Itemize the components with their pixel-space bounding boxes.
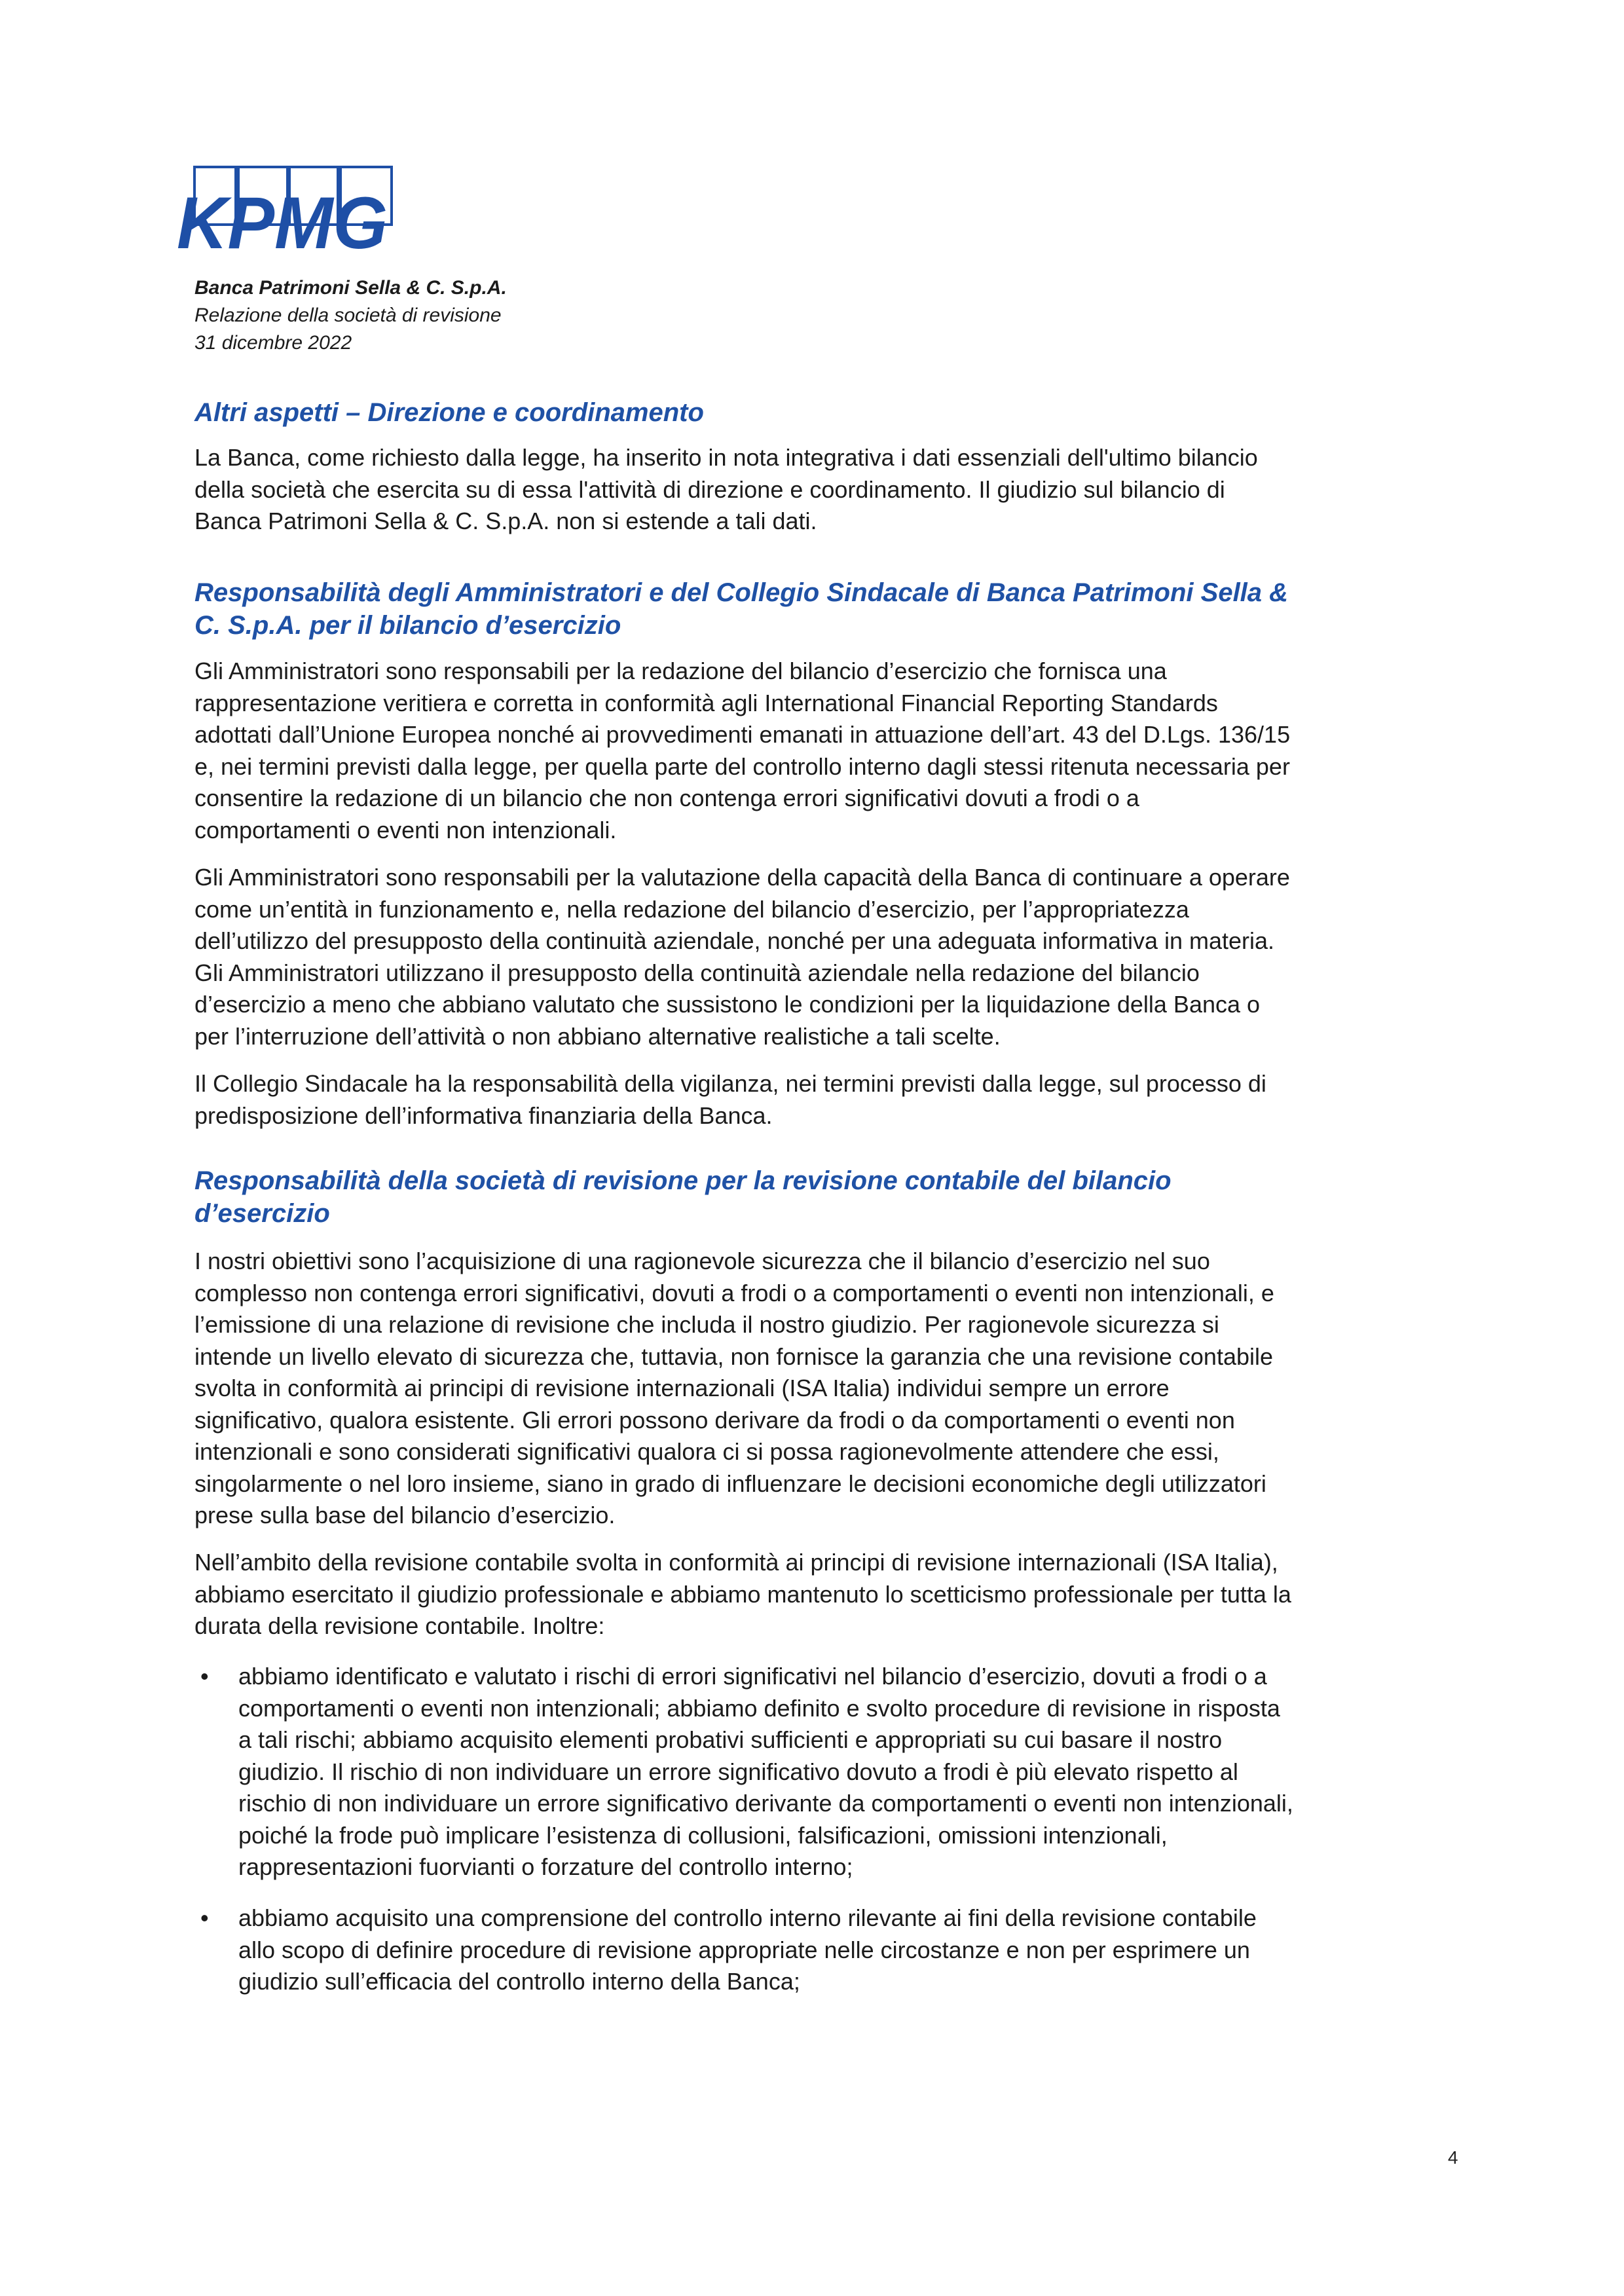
text-line: rischio di non individuare un errore significativo derivante da comportamenti o eventi non intenzionali, — [238, 1790, 1293, 1817]
bullet-marker — [200, 1661, 209, 1693]
paragraph — [194, 862, 1478, 1052]
paragraph — [194, 1547, 1478, 1642]
text-line: dell’utilizzo del presupposto della continuità aziendale, nonché per una adeguata informativa in materia. — [194, 927, 1275, 954]
section-heading — [194, 1164, 1478, 1230]
text-line: della società che esercita su di essa l'attività di direzione e coordinamento. Il giudizio sul bilancio di — [194, 475, 1225, 503]
heading-line: Altri aspetti – Direzione e coordinamento — [194, 398, 704, 427]
text-line: Il Collegio Sindacale ha la responsabilità della vigilanza, nei termini previsti dalla legge, sul processo di — [194, 1070, 1266, 1097]
text-line: adottati dall’Unione Europea nonché ai provvedimenti emanati in attuazione dell’art. 43 del D.Lgs. 136/15 — [194, 721, 1291, 748]
text-line: per l’interruzione dell’attività o non abbiano alternative realistiche a tali scelte. — [194, 1022, 1001, 1050]
heading-line: d’esercizio — [194, 1199, 330, 1228]
text-line: singolarmente o nel loro insieme, siano in grado di influenzare le decisioni economiche degli utilizzatori — [194, 1470, 1266, 1497]
text-line: rappresentazione veritiera e corretta in conformità agli International Financial Reporting Standards — [194, 689, 1218, 716]
text-line: d’esercizio a meno che abbiano valutato che sussistono le condizioni per la liquidazione della Banca o — [194, 991, 1261, 1018]
text-line: complesso non contenga errori significativi, dovuti a frodi o a comportamenti o eventi non intenzionali, e — [194, 1279, 1274, 1306]
text-line: l’emissione di una relazione di revisione che includa il nostro giudizio. Per ragionevole sicurezza si — [194, 1311, 1219, 1338]
report-header — [194, 274, 507, 357]
text-line: abbiamo esercitato il giudizio professionale e abbiamo mantenuto lo scetticismo professionale per tutta la — [194, 1580, 1291, 1608]
text-line: Nell’ambito della revisione contabile svolta in conformità ai principi di revisione internazionali (ISA Italia), — [194, 1549, 1278, 1576]
paragraph — [194, 1068, 1478, 1132]
text-line: Gli Amministratori sono responsabili per la redazione del bilancio d’esercizio che fornisca una — [194, 657, 1167, 684]
entity-name: Banca Patrimoni Sella & C. S.p.A. — [194, 277, 507, 299]
text-line: come un’entità in funzionamento e, nella redazione del bilancio d’esercizio, per l’appropriatezza — [194, 895, 1189, 923]
text-line: predisposizione dell’informativa finanziaria della Banca. — [194, 1102, 773, 1129]
heading-line: Responsabilità degli Amministratori e del Collegio Sindacale di Banca Patrimoni Sella & — [194, 578, 1289, 607]
text-line: comportamenti o eventi non intenzionali. — [194, 816, 617, 843]
bullet-text — [238, 1661, 1293, 1883]
section-heading — [194, 576, 1478, 642]
page-number: 4 — [1448, 2147, 1458, 2168]
paragraph — [194, 442, 1478, 538]
bullet-text — [238, 1902, 1257, 1998]
paragraph — [194, 656, 1478, 846]
text-line: abbiamo identificato e valutato i rischi di errori significativi nel bilancio d’esercizio, dovuti a frodi o a — [238, 1663, 1267, 1690]
text-line: significativo, qualora esistente. Gli errori possono derivare da frodi o da comportamenti o eventi non — [194, 1406, 1235, 1434]
text-line: svolta in conformità ai principi di revisione internazionali (ISA Italia) individui sempre un errore — [194, 1375, 1170, 1401]
text-line: allo scopo di definire procedure di revisione appropriate nelle circostanze e non per esprimere un — [238, 1936, 1250, 1963]
text-line: durata della revisione contabile. Inoltre: — [194, 1612, 605, 1639]
text-line: abbiamo acquisito una comprensione del controllo interno rilevante ai fini della revisione contabile — [238, 1904, 1257, 1931]
heading-line: Responsabilità della società di revisione per la revisione contabile del bilancio — [194, 1166, 1172, 1195]
heading-line: C. S.p.A. per il bilancio d’esercizio — [194, 611, 621, 640]
report-date: 31 dicembre 2022 — [194, 332, 352, 354]
text-line: Gli Amministratori utilizzano il presupposto della continuità aziendale nella redazione del bilancio — [194, 959, 1200, 986]
text-line: e, nei termini previsti dalla legge, per quella parte del controllo interno dagli stessi ritenuta necessaria per — [194, 752, 1290, 780]
report-title: Relazione della società di revisione — [194, 305, 502, 326]
text-line: giudizio. Il rischio di non individuare un errore significativo dovuto a frodi è più elevato rispetto al — [238, 1758, 1238, 1785]
text-line: rappresentazioni fuorvianti o forzature del controllo interno; — [238, 1853, 853, 1880]
text-line: a tali rischi; abbiamo acquisito elementi probativi sufficienti e appropriati su cui basare il nostro — [238, 1726, 1223, 1753]
text-line: consentire la redazione di un bilancio che non contenga errori significativi dovuti a frodi o a — [194, 785, 1139, 811]
logo-wordmark: KPMG — [177, 182, 388, 253]
text-line: Gli Amministratori sono responsabili per la valutazione della capacità della Banca di continuare a operare — [194, 864, 1290, 891]
text-line: I nostri obiettivi sono l’acquisizione di una ragionevole sicurezza che il bilancio d’esercizio nel suo — [194, 1248, 1210, 1274]
text-line: Banca Patrimoni Sella & C. S.p.A. non si estende a tali dati. — [194, 508, 817, 534]
section-heading — [194, 396, 1478, 429]
kpmg-logo — [175, 165, 398, 253]
text-line: poiché la frode può implicare l’esistenza di collusioni, falsificazioni, omissioni intenzionali, — [238, 1821, 1168, 1849]
text-line: La Banca, come richiesto dalla legge, ha inserito in nota integrativa i dati essenziali dell'ultimo bilancio — [194, 444, 1258, 471]
text-line: comportamenti o eventi non intenzionali; abbiamo definito e svolto procedure di revisione in risposta — [238, 1694, 1280, 1722]
bullet-marker — [200, 1902, 209, 1935]
text-line: intende un livello elevato di sicurezza che, tuttavia, non fornisce la garanzia che una revisione contabile — [194, 1342, 1273, 1370]
text-line: giudizio sull’efficacia del controllo interno della Banca; — [238, 1968, 800, 1995]
text-line: intenzionali e sono considerati significativi qualora ci si possa ragionevolmente attendere che essi, — [194, 1438, 1219, 1465]
text-line: prese sulla base del bilancio d’esercizio. — [194, 1502, 616, 1528]
paragraph — [194, 1246, 1478, 1532]
